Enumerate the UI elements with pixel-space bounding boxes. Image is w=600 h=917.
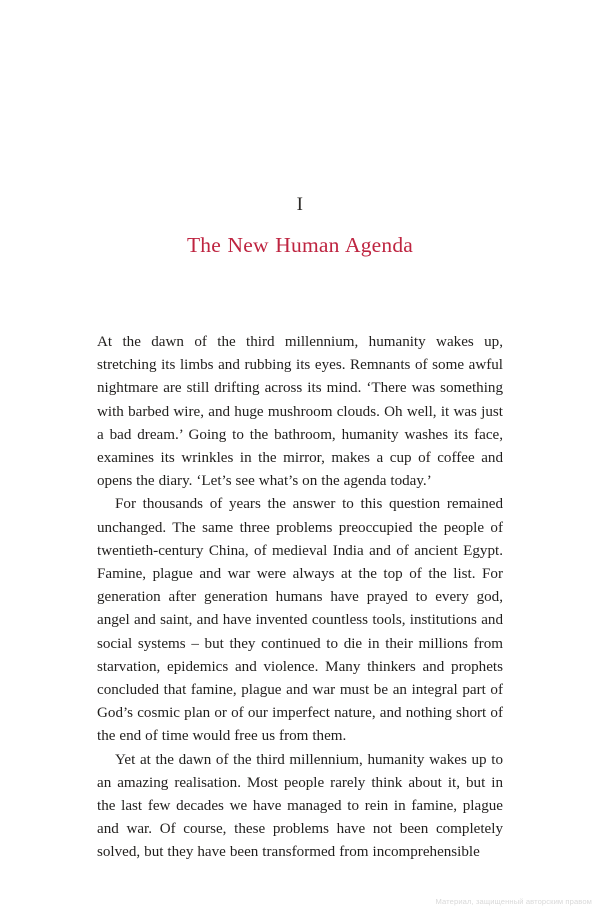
body-text-block xyxy=(97,331,503,865)
chapter-heading xyxy=(0,193,600,259)
paragraph: At the dawn of the third millennium, humanity wakes up, stretching its limbs and rubbing its eyes. Remnants of some awful nightmare are still drifting across its mind. ‘There was something with barbed wire, and huge mushroom clouds. Oh well, it was just a bad dream.’ Going to the bathroom, humanity washes its face, examines its wrinkles in the mirror, makes a cup of coffee and opens the diary. ‘Let’s see what’s on the agenda today.’ xyxy=(97,334,503,490)
paragraph: For thousands of years the answer to this question remained unchanged. The same three problems preoccupied the people of twentieth-century China, of medieval India and of ancient Egypt. Famine, plague and war were always at the top of the list. For generation after generation humans have prayed to every god, angel and saint, and have invented countless tools, institutions and social systems – but they continued to die in their millions from starvation, epidemics and violence. Many thinkers and prophets concluded that famine, plague and war must be an integral part of God’s cosmic plan or of our imperfect nature, and nothing short of the end of time would free us from them. xyxy=(97,496,503,745)
chapter-numeral: I xyxy=(296,194,304,215)
copyright-watermark: Материал, защищенный авторским правом xyxy=(435,897,592,906)
chapter-title: The New Human Agenda xyxy=(186,233,414,257)
paragraph: Yet at the dawn of the third millennium, humanity wakes up to an amazing realisation. Most people rarely think about it, but in the last few decades we have managed to rein in famine, plague and war. Of course, these problems have not been completely solved, but they have been transformed from incomprehensible xyxy=(97,751,503,861)
